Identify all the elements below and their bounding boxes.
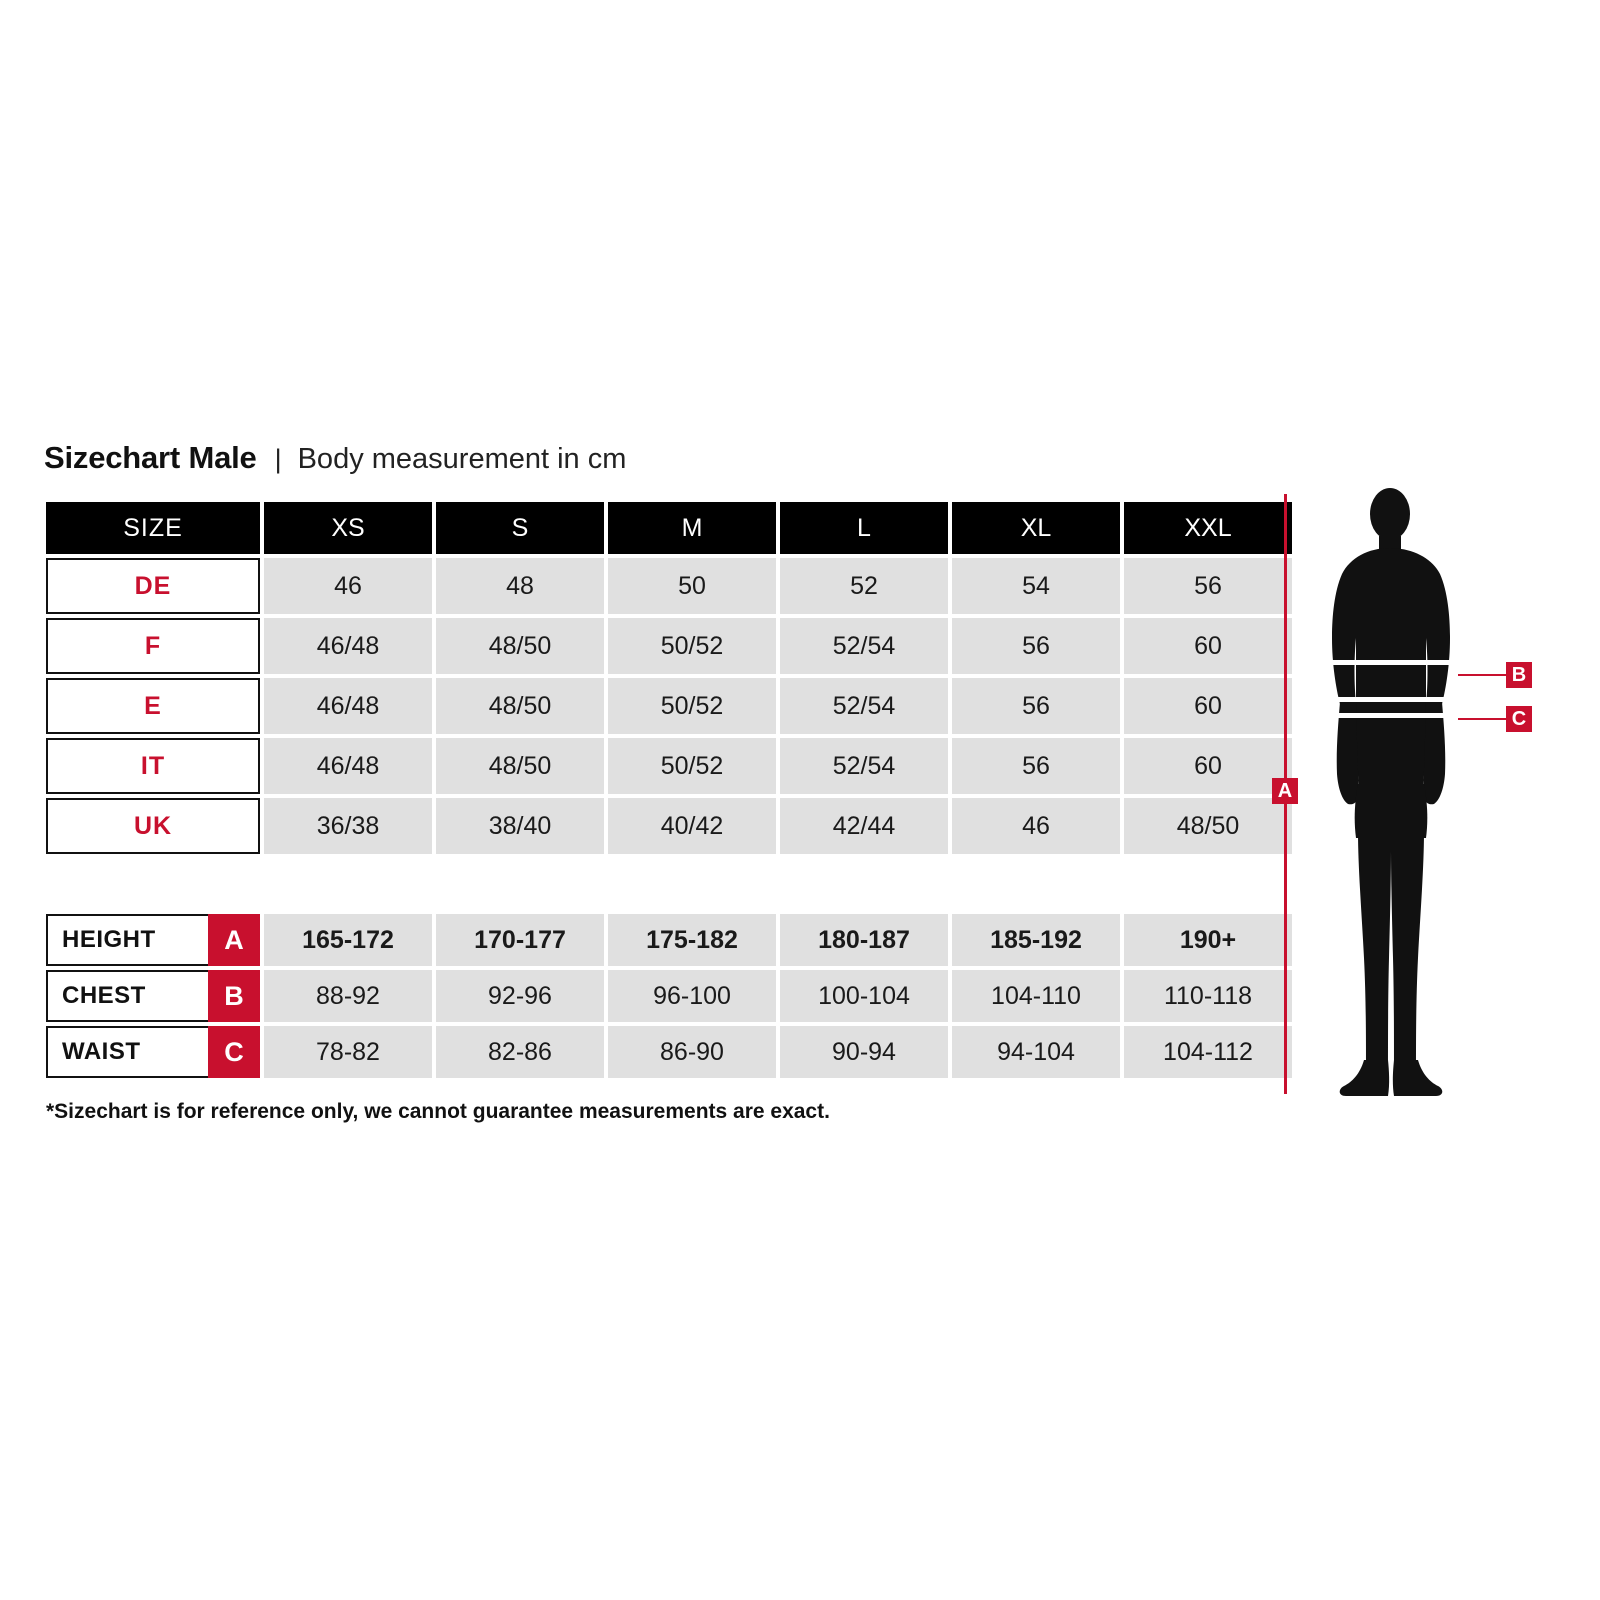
cell-chest-m: 96-100 [608,970,776,1022]
row-label-waist [46,1026,260,1078]
row-key-a: A [208,914,260,966]
row-key-c: C [208,1026,260,1078]
table-row [46,618,1292,674]
row-key-b: B [208,970,260,1022]
table-spacer [46,858,1292,910]
cell-chest-xs: 88-92 [264,970,432,1022]
table-row [46,1026,1292,1078]
cell-de-m: 50 [608,558,776,614]
marker-a-badge: A [1272,778,1298,804]
row-label-waist-text: WAIST [46,1026,208,1078]
cell-waist-xxl: 104-112 [1124,1026,1292,1078]
cell-chest-xxl: 110-118 [1124,970,1292,1022]
male-body-silhouette-icon [1310,488,1470,1103]
cell-f-m: 50/52 [608,618,776,674]
table-row [46,738,1292,794]
row-label-chest [46,970,260,1022]
row-label-chest-text: CHEST [46,970,208,1022]
table-header-row [46,502,1292,554]
cell-e-xs: 46/48 [264,678,432,734]
header-size-label: SIZE [46,502,260,554]
row-label-it: IT [46,738,260,794]
row-label-height-text: HEIGHT [46,914,208,966]
cell-uk-l: 42/44 [780,798,948,854]
cell-waist-xl: 94-104 [952,1026,1120,1078]
cell-f-xs: 46/48 [264,618,432,674]
cell-e-xxl: 60 [1124,678,1292,734]
cell-uk-xxl: 48/50 [1124,798,1292,854]
footnote: *Sizechart is for reference only, we cannot guarantee measurements are exact. [46,1100,830,1123]
cell-waist-m: 86-90 [608,1026,776,1078]
cell-it-l: 52/54 [780,738,948,794]
title-subtitle: Body measurement in cm [297,443,627,475]
cell-chest-l: 100-104 [780,970,948,1022]
cell-de-xxl: 56 [1124,558,1292,614]
cell-waist-s: 82-86 [436,1026,604,1078]
cell-height-m: 175-182 [608,914,776,966]
cell-uk-xl: 46 [952,798,1120,854]
column-header-xs: XS [264,502,432,554]
cell-it-s: 48/50 [436,738,604,794]
cell-f-xxl: 60 [1124,618,1292,674]
table-row [46,798,1292,854]
cell-uk-m: 40/42 [608,798,776,854]
cell-de-xs: 46 [264,558,432,614]
table-row [46,678,1292,734]
cell-waist-l: 90-94 [780,1026,948,1078]
cell-e-xl: 56 [952,678,1120,734]
cell-height-s: 170-177 [436,914,604,966]
column-header-s: S [436,502,604,554]
cell-it-xs: 46/48 [264,738,432,794]
cell-uk-xs: 36/38 [264,798,432,854]
cell-chest-xl: 104-110 [952,970,1120,1022]
marker-b-badge: B [1506,662,1532,688]
size-table [42,498,1296,1082]
cell-f-xl: 56 [952,618,1120,674]
cell-de-l: 52 [780,558,948,614]
body-figure-diagram [1262,488,1562,1108]
cell-height-xxl: 190+ [1124,914,1292,966]
table-row [46,914,1292,966]
row-label-uk: UK [46,798,260,854]
page-title [42,440,1562,476]
column-header-xxl: XXL [1124,502,1292,554]
column-header-m: M [608,502,776,554]
cell-e-l: 52/54 [780,678,948,734]
cell-waist-xs: 78-82 [264,1026,432,1078]
table-row [46,558,1292,614]
cell-f-l: 52/54 [780,618,948,674]
row-label-height [46,914,260,966]
cell-de-xl: 54 [952,558,1120,614]
cell-height-xl: 185-192 [952,914,1120,966]
column-header-xl: XL [952,502,1120,554]
title-main: Sizechart Male [44,440,257,475]
cell-e-m: 50/52 [608,678,776,734]
cell-e-s: 48/50 [436,678,604,734]
cell-height-l: 180-187 [780,914,948,966]
row-label-e: E [46,678,260,734]
column-header-l: L [780,502,948,554]
row-label-f: F [46,618,260,674]
cell-it-xl: 56 [952,738,1120,794]
title-separator: | [274,444,282,474]
cell-f-s: 48/50 [436,618,604,674]
cell-height-xs: 165-172 [264,914,432,966]
cell-de-s: 48 [436,558,604,614]
table-row [46,970,1292,1022]
cell-it-m: 50/52 [608,738,776,794]
cell-it-xxl: 60 [1124,738,1292,794]
cell-chest-s: 92-96 [436,970,604,1022]
cell-uk-s: 38/40 [436,798,604,854]
row-label-de: DE [46,558,260,614]
marker-c-badge: C [1506,706,1532,732]
